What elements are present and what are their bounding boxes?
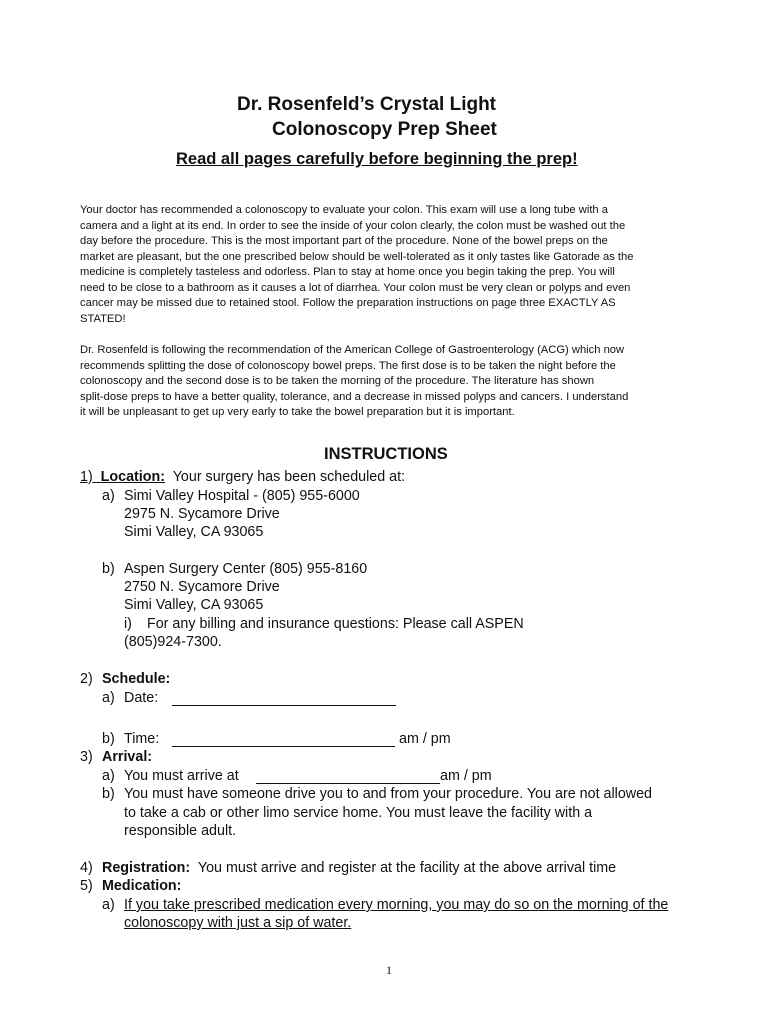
page-subtitle: Read all pages carefully before beginning the prep! bbox=[176, 150, 578, 168]
arrival-b-line: You must have someone drive you to and from your procedure. You are not allowed bbox=[124, 786, 652, 802]
schedule-label: Schedule: bbox=[102, 671, 171, 687]
location-i-marker: i) bbox=[124, 616, 132, 632]
date-label: Date: bbox=[124, 690, 159, 706]
schedule-a-marker: a) bbox=[102, 690, 115, 706]
arrival-b-marker: b) bbox=[102, 786, 115, 802]
location-text: Your surgery has been scheduled at: bbox=[172, 469, 406, 485]
intro-p2-line: colonoscopy and the second dose is to be taken the morning of the procedure. The literature has shown bbox=[80, 375, 595, 387]
location-label: Location: bbox=[100, 469, 166, 485]
location-number: 1) bbox=[80, 469, 93, 485]
intro-p1-line: market are pleasant, but the one prescribed below should be well-tolerated as it only tastes like Gatorade as the bbox=[80, 250, 634, 263]
time-am-pm: am / pm bbox=[399, 731, 451, 747]
medication-number: 5) bbox=[80, 878, 93, 894]
location-b-line: Aspen Surgery Center (805) 955-8160 bbox=[124, 561, 368, 577]
intro-p1-line: camera and a light at its end. In order to see the inside of your colon clearly, the colon must be washed out the bbox=[80, 219, 626, 232]
arrival-am-pm: am / pm bbox=[440, 768, 492, 784]
location-item bbox=[80, 469, 405, 485]
intro-p2-line: Dr. Rosenfeld is following the recommendation of the American College of Gastroenterology (ACG) which now bbox=[80, 344, 625, 356]
intro-p2-line: recommends splitting the dose of colonoscopy bowel preps. The first dose is to be taken the night before the bbox=[80, 359, 616, 372]
intro-p1-line: STATED! bbox=[80, 312, 126, 325]
time-field[interactable] bbox=[172, 732, 395, 747]
intro-p1-line: need to be close to a bathroom as it causes a lot of diarrhea. Your colon must be very clean or polyps and even bbox=[80, 281, 631, 294]
medication-label: Medication: bbox=[102, 878, 182, 894]
arrival-number: 3) bbox=[80, 749, 93, 765]
billing-line-2: (805)924-7300. bbox=[124, 634, 222, 650]
registration-label: Registration: bbox=[102, 860, 191, 876]
instructions-heading: INSTRUCTIONS bbox=[324, 445, 448, 463]
intro-p2-line: split-dose preps to have a better quality, tolerance, and a decrease in missed polyps and cancers. I understand bbox=[80, 390, 629, 403]
location-a-line: 2975 N. Sycamore Drive bbox=[124, 506, 280, 522]
intro-p1-line: Your doctor has recommended a colonoscopy to evaluate your colon. This exam will use a long tube with a bbox=[80, 204, 608, 216]
title-line-1: Dr. Rosenfeld’s Crystal Light bbox=[237, 94, 497, 115]
time-label: Time: bbox=[124, 731, 160, 747]
location-b-line: 2750 N. Sycamore Drive bbox=[124, 579, 280, 595]
arrival-time-field[interactable] bbox=[256, 769, 440, 784]
location-a-line: Simi Valley, CA 93065 bbox=[124, 524, 264, 540]
intro-p1-line: day before the procedure. This is the most important part of the procedure. None of the bowel preps on the bbox=[80, 235, 608, 247]
registration-item bbox=[102, 860, 616, 876]
intro-p1-line: cancer may be missed due to retained stool. Follow the preparation instructions on page three EXACTLY AS bbox=[80, 297, 616, 309]
location-a-line: Simi Valley Hospital - (805) 955-6000 bbox=[124, 488, 360, 504]
medication-a-line-2: colonoscopy with just a sip of water. bbox=[124, 915, 352, 931]
arrival-b-line: to take a cab or other limo service home. You must leave the facility with a bbox=[124, 805, 593, 821]
intro-p1-line: medicine is completely tasteless and odorless. Plan to stay at home once you begin taking the prep. You will bbox=[80, 266, 615, 278]
location-a-marker: a) bbox=[102, 488, 115, 504]
intro-paragraph-2 bbox=[80, 343, 710, 421]
location-b-line: Simi Valley, CA 93065 bbox=[124, 597, 264, 613]
registration-number: 4) bbox=[80, 860, 93, 876]
intro-paragraph-1 bbox=[80, 203, 710, 327]
intro-p2-line: it will be unpleasant to get up very early to take the bowel preparation but it is important. bbox=[80, 406, 515, 418]
arrival-time-text: You must arrive at bbox=[124, 768, 239, 784]
arrival-label: Arrival: bbox=[102, 749, 153, 765]
arrival-b-line: responsible adult. bbox=[124, 823, 237, 839]
location-b-marker: b) bbox=[102, 561, 115, 577]
date-field[interactable] bbox=[172, 691, 396, 706]
schedule-b-marker: b) bbox=[102, 731, 115, 747]
arrival-a-marker: a) bbox=[102, 768, 115, 784]
title-line-2: Colonoscopy Prep Sheet bbox=[272, 119, 497, 140]
billing-line-1: For any billing and insurance questions: Please call ASPEN bbox=[147, 616, 524, 632]
page-number: 1 bbox=[386, 963, 392, 977]
medication-a-marker: a) bbox=[102, 897, 115, 913]
schedule-number: 2) bbox=[80, 671, 93, 687]
registration-text: You must arrive and register at the facility at the above arrival time bbox=[197, 860, 617, 876]
medication-a-line-1: If you take prescribed medication every morning, you may do so on the morning of the bbox=[124, 897, 669, 913]
